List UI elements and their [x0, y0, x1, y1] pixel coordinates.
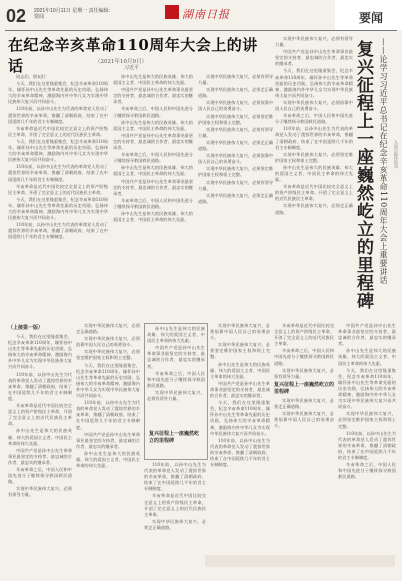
lower-column-5 — [274, 323, 334, 553]
paragraph: 110年前，以孙中山先生为代表的革命党人发动了震惊世界的辛亥革命，推翻了清朝政府，结束了在中国延续几千年的君主专制制度。 — [210, 437, 270, 468]
paragraph: 实现中华民族伟大复兴，必须走正确道路。 — [275, 203, 353, 215]
paragraph: 中国共产党是孙中山先生革命事业最坚定的支持者、最忠诚的合作者、最忠实的继承者。 — [113, 132, 193, 151]
paragraph: 中国共产党是孙中山先生革命事业最坚定的支持者、最忠诚的合作者、最忠实的继承者。 — [113, 178, 193, 196]
paragraph: 今天，我们在这里隆重集会，纪念辛亥革命110周年，缅怀孙中山先生等革命先驱的历史功勋，弘扬伟大的辛亥革命精神，激励海内外中华儿女为实现中华民族伟大复兴而共同奋斗。 — [8, 138, 108, 163]
paragraph: 实现中华民族伟大复兴，必须坚定维护国家主权和领土完整。 — [338, 411, 396, 429]
section-tag — [335, 0, 402, 30]
article-date: （2021年10月9日） — [95, 59, 147, 65]
paragraph: 辛亥革命是近代中国比较完全意义上的资产阶级民主革命，开创了完全意义上的近代民族民主革命。 — [144, 493, 206, 517]
lower-column-3b — [144, 462, 206, 567]
continued-label: （上接第一版） — [8, 325, 44, 331]
page-footer — [0, 572, 402, 581]
page-header — [0, 0, 402, 30]
header-divider — [5, 30, 397, 31]
article-title: 在纪念辛亥革命110周年大会上的讲话 — [8, 36, 258, 75]
paragraph: 孙中山先生是伟大的民族英雄、伟大的爱国主义者、中国民主革命的伟大先驱。 — [113, 165, 193, 177]
paragraph: 孙中山先生是伟大的民族英雄、伟大的爱国主义者、中国民主革命的伟大先驱。 — [275, 164, 353, 183]
paragraph: 实现中华民族伟大复兴，必须坚定维护国家主权和领土完整。 — [210, 342, 270, 360]
seal-icon — [165, 5, 179, 19]
paragraph: 实现中华民族伟大复兴，必须坚定维护国家主权和领土完整。 — [275, 151, 353, 163]
paragraph: 辛亥革命之后，中国人民和中国先进分子继续探寻救国救民道路。 — [8, 466, 72, 485]
lower-column-6 — [338, 323, 396, 553]
paragraph: 今天，我们在这里隆重集会，纪念辛亥革命110周年，缅怀孙中山先生等革命先驱的历史功勋，弘扬伟大的辛亥革命精神，激励海内外中华儿女为实现中华民族伟大复兴而共同奋斗。 — [338, 367, 396, 410]
paragraph: 辛亥革命之后，中国人民和中国先进分子继续探寻救国救民道路。 — [274, 348, 334, 366]
paragraph: 110年前，以孙中山先生为代表的革命党人发动了震惊世界的辛亥革命，推翻了清朝政府，结束了在中国延续几千年的君主专制制度。 — [338, 430, 396, 460]
paragraph: 实现中华民族伟大复兴，必须走正确道路。 — [144, 518, 206, 530]
section-label: 要闻 — [359, 11, 384, 25]
paragraph: 实现中华民族伟大复兴，必须走正确道路。 — [198, 87, 273, 99]
article-column-1 — [8, 74, 108, 319]
paragraph: 孙中山先生是伟大的民族英雄、伟大的爱国主义者、中国民主革命的伟大先驱。 — [210, 361, 270, 379]
paragraph: 辛亥革命是近代中国比较完全意义上的资产阶级民主革命，开创了完全意义上的近代民族民主革命。 — [275, 184, 353, 202]
paragraph: 中国共产党是孙中山先生革命事业最坚定的支持者、最忠诚的合作者、最忠实的继承者。 — [338, 323, 396, 347]
paragraph: 辛亥革命之后，中国人民和中国先进分子继续探寻救国救民道路。 — [113, 152, 193, 164]
paragraph: 实现中华民族伟大复兴，必须有领导力量。 — [198, 74, 273, 86]
article-column-3 — [198, 74, 273, 319]
footer-shade — [205, 555, 395, 567]
paragraph: 辛亥革命是近代中国比较完全意义上的资产阶级民主革命，开创了完全意义上的近代民族民主革命。 — [8, 183, 108, 195]
paragraph: 中国共产党是孙中山先生革命事业最坚定的支持者、最忠诚的合作者、最忠实的继承者。 — [76, 431, 140, 449]
paragraph: 今天，我们在这里隆重集会，纪念辛亥革命110周年，缅怀孙中山先生等革命先驱的历史功勋，弘扬伟大的辛亥革命精神，激励海内外中华儿女为实现中华民族伟大复兴而共同奋斗。 — [8, 81, 108, 105]
paragraph: 实现中华民族伟大复兴，必须走正确道路。 — [198, 192, 273, 204]
paragraph: 辛亥革命是近代中国比较完全意义上的资产阶级民主革命，开创了完全意义上的近代民族民主革命。 — [8, 125, 108, 137]
paragraph: 今天，我们在这里隆重集会，纪念辛亥革命110周年，缅怀孙中山先生等革命先驱的历史功勋，弘扬伟大的辛亥革命精神，激励海内外中华儿女为实现中华民族伟大复兴而共同奋斗。 — [275, 68, 353, 98]
commentary-body — [275, 36, 353, 321]
masthead-text: 湖南日报 — [182, 8, 230, 21]
masthead-logo — [165, 5, 241, 23]
paragraph: 110年前，以孙中山先生为代表的革命党人发动了震惊世界的辛亥革命，推翻了清朝政府，结束了在中国延续几千年的君主专制制度。 — [76, 400, 140, 430]
paragraph: 实现中华民族伟大复兴，必须依靠中国人民自己的英勇奋斗。 — [210, 323, 270, 341]
paragraph: 实现中华民族伟大复兴，必须走正确道路。 — [76, 323, 140, 335]
paragraph: 实现中华民族伟大复兴，必须有领导力量。 — [198, 126, 273, 138]
paragraph: 辛亥革命之后，中国人民和中国先进分子继续探寻救国救民道路。 — [113, 197, 193, 209]
paragraph: 110年前，以孙中山先生为代表的革命党人发动了震惊世界的辛亥革命，推翻了清朝政府，结束了在中国延续几千年的君主专制制度。 — [144, 462, 206, 492]
paragraph: 实现中华民族伟大复兴，必须有领导力量。 — [198, 179, 273, 191]
paragraph: 110年前，以孙中山先生为代表的革命党人发动了震惊世界的辛亥革命，推翻了清朝政府，结束了在中国延续几千年的君主专制制度。 — [8, 222, 108, 240]
paragraph: 110年前，以孙中山先生为代表的革命党人发动了震惊世界的辛亥革命，推翻了清朝政府，结束了在中国延续几千年的君主专制制度。 — [8, 164, 108, 182]
inset-box — [144, 323, 208, 460]
paragraph: 孙中山先生是伟大的民族英雄、伟大的爱国主义者、中国民主革命的伟大先驱。 — [338, 348, 396, 366]
paragraph: 孙中山先生是伟大的民族英雄、伟大的爱国主义者、中国民主革命的伟大先驱。 — [113, 119, 193, 131]
paragraph: 辛亥革命之后，中国人民和中国先进分子继续探寻救国救民道路。 — [275, 113, 353, 125]
paragraph: 实现中华民族伟大复兴，必须有领导力量。 — [274, 367, 334, 379]
page-number: 02 — [6, 6, 27, 26]
lower-column-2 — [76, 323, 140, 568]
paragraph: 辛亥革命之后，中国人民和中国先进分子继续探寻救国救民道路。 — [113, 106, 193, 118]
article-author: 习近平 — [124, 65, 140, 71]
paragraph: 中国共产党是孙中山先生革命事业最坚定的支持者、最忠诚的合作者、最忠实的继承者。 — [275, 49, 353, 67]
paragraph: 今天，我们在这里隆重集会，纪念辛亥革命110周年，缅怀孙中山先生等革命先驱的历史功勋，弘扬伟大的辛亥革命精神，激励海内外中华儿女为实现中华民族伟大复兴而共同奋斗。 — [8, 334, 72, 370]
paragraph: 辛亥革命是近代中国比较完全意义上的资产阶级民主革命，开创了完全意义上的近代民族民主革命。 — [274, 323, 334, 347]
inset-title: 复兴征程上一座巍然屹立的里程碑 — [149, 431, 200, 444]
paragraph: 实现中华民族伟大复兴，必须有领导力量。 — [275, 36, 353, 48]
paragraph: 实现中华民族伟大复兴，必须依靠中国人民自己的英勇奋斗。 — [198, 100, 273, 112]
paragraph: 同志们，朋友们： — [16, 74, 50, 79]
paragraph: 中国共产党是孙中山先生革命事业最坚定的支持者、最忠诚的合作者、最忠实的继承者。 — [8, 447, 72, 465]
paragraph: 实现中华民族伟大复兴，必须依靠中国人民自己的英勇奋斗。 — [275, 99, 353, 112]
paragraph: 实现中华民族伟大复兴，必须走正确道路。 — [198, 139, 273, 152]
paragraph: 孙中山先生是伟大的民族英雄、伟大的爱国主义者、中国民主革命的伟大先驱。 — [8, 428, 72, 446]
paragraph: 辛亥革命之后，中国人民和中国先进分子继续探寻救国救民道路。 — [147, 370, 205, 388]
paragraph: 实现中华民族伟大复兴，必须有领导力量。 — [8, 486, 72, 498]
paragraph: 实现中华民族伟大复兴，必须依靠中国人民自己的英勇奋斗。 — [274, 411, 334, 429]
commentary-title: 复兴征程上一座巍然屹立的里程碑 — [353, 40, 373, 310]
commentary-source: 人民日报评论员 — [394, 140, 399, 168]
section-subhead: 复兴征程上一座巍然屹立的里程碑 — [274, 381, 334, 395]
paragraph: 辛亥革命之后，中国人民和中国先进分子继续探寻救国救民道路。 — [338, 462, 396, 480]
paragraph: 110年前，以孙中山先生为代表的革命党人发动了震惊世界的辛亥革命，推翻了清朝政府，结束了在中国延续几千年的君主专制制度。 — [8, 371, 72, 401]
paragraph: 今天，我们在这里隆重集会，纪念辛亥革命110周年，缅怀孙中山先生等革命先驱的历史功勋，弘扬伟大的辛亥革命精神，激励海内外中华儿女为实现中华民族伟大复兴而共同奋斗。 — [210, 400, 270, 436]
paragraph: 孙中山先生是伟大的民族英雄、伟大的爱国主义者、中国民主革命的伟大先驱。 — [113, 210, 193, 223]
lower-column-4 — [210, 323, 270, 553]
paragraph: 110年前，以孙中山先生为代表的革命党人发动了震惊世界的辛亥革命，推翻了清朝政府，结束了在中国延续几千年的君主专制制度。 — [275, 126, 353, 150]
paragraph: 孙中山先生是伟大的民族英雄、伟大的爱国主义者、中国民主革命的伟大先驱。 — [76, 450, 140, 469]
paragraph: 实现中华民族伟大复兴，必须坚定维护国家主权和领土完整。 — [76, 349, 140, 361]
date-line: 2021年10月11日 星期一 责任编辑：要闻 — [34, 8, 114, 20]
paragraph: 实现中华民族伟大复兴，必须依靠中国人民自己的英勇奋斗。 — [198, 153, 273, 165]
commentary-subtitle: ——论学习习近平总书记在纪念辛亥革命110周年大会上重要讲话 — [379, 38, 388, 285]
paragraph: 实现中华民族伟大复兴，必须坚定维护国家主权和领土完整。 — [198, 113, 273, 125]
paragraph: 孙中山先生是伟大的民族英雄、伟大的爱国主义者、中国民主革命的伟大先驱。 — [147, 326, 205, 344]
paragraph: 实现中华民族伟大复兴，必须依靠中国人民自己的英勇奋斗。 — [76, 336, 140, 348]
paragraph: 今天，我们在这里隆重集会，纪念辛亥革命110周年，缅怀孙中山先生等革命先驱的历史功勋，弘扬伟大的辛亥革命精神，激励海内外中华儿女为实现中华民族伟大复兴而共同奋斗。 — [76, 362, 140, 399]
paragraph: 中国共产党是孙中山先生革命事业最坚定的支持者、最忠诚的合作者、最忠实的继承者。 — [210, 380, 270, 399]
paragraph: 实现中华民族伟大复兴，必须走正确道路。 — [274, 397, 334, 409]
paragraph: 实现中华民族伟大复兴，必须有领导力量。 — [147, 389, 205, 402]
lower-column-1 — [8, 323, 72, 568]
paragraph: 孙中山先生是伟大的民族英雄、伟大的爱国主义者、中国民主革命的伟大先驱。 — [113, 74, 193, 86]
paragraph: 今天，我们在这里隆重集会，纪念辛亥革命110周年，缅怀孙中山先生等革命先驱的历史功勋，弘扬伟大的辛亥革命精神，激励海内外中华儿女为实现中华民族伟大复兴而共同奋斗。 — [8, 196, 108, 221]
inset-body — [147, 326, 205, 426]
paragraph: 中国共产党是孙中山先生革命事业最坚定的支持者、最忠诚的合作者、最忠实的继承者。 — [147, 345, 205, 369]
article-column-2 — [113, 74, 193, 319]
paragraph: 实现中华民族伟大复兴，必须坚定维护国家主权和领土完整。 — [198, 166, 273, 178]
paragraph: 中国共产党是孙中山先生革命事业最坚定的支持者、最忠诚的合作者、最忠实的继承者。 — [113, 87, 193, 105]
paragraph: 辛亥革命是近代中国比较完全意义上的资产阶级民主革命，开创了完全意义上的近代民族民主革命。 — [8, 403, 72, 427]
paragraph: 110年前，以孙中山先生为代表的革命党人发动了震惊世界的辛亥革命，推翻了清朝政府，结束了在中国延续几千年的君主专制制度。 — [8, 106, 108, 124]
